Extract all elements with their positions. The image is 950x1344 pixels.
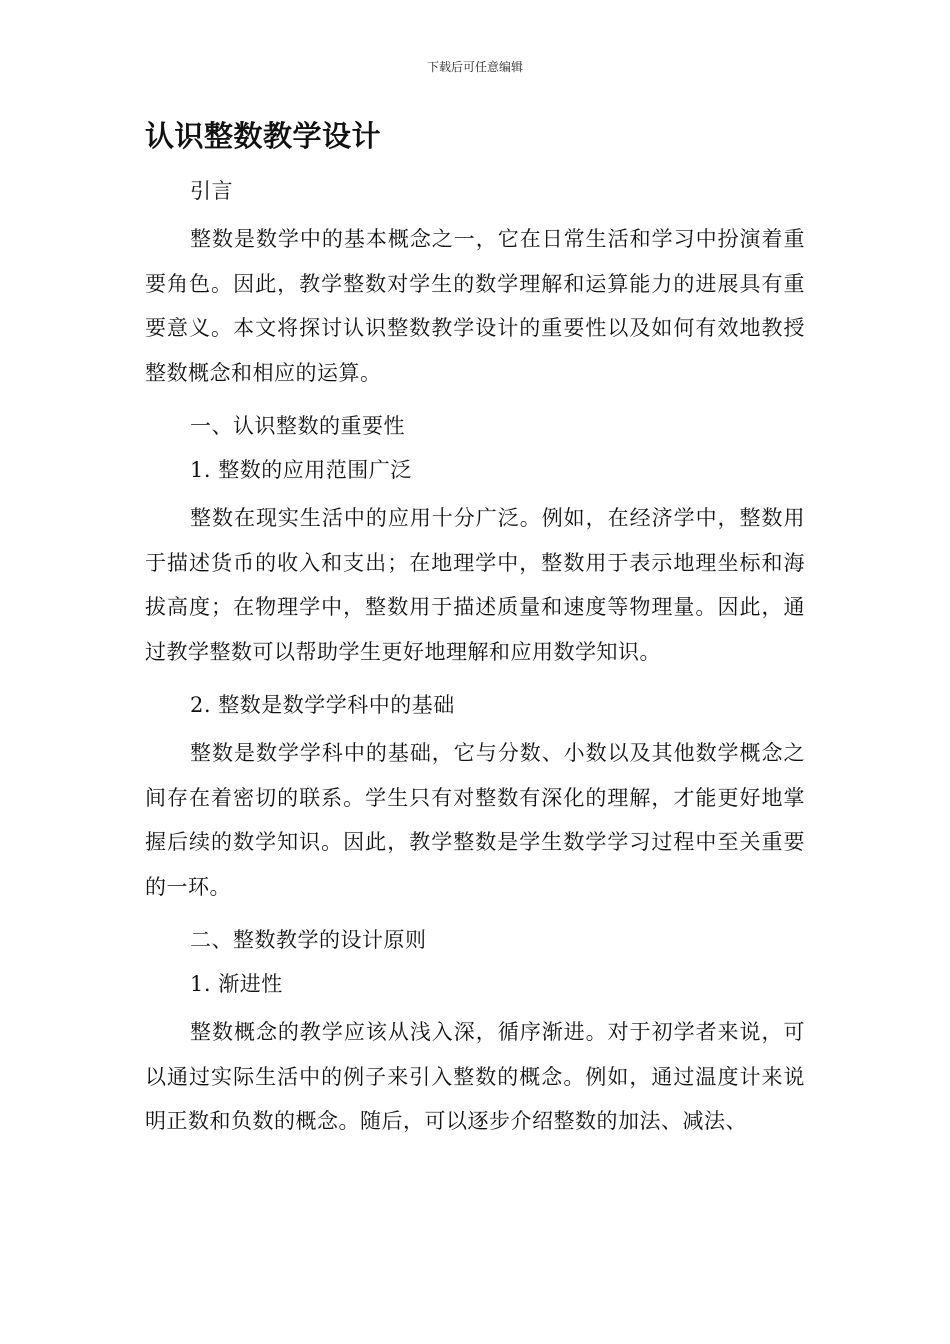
subheading-foundation: 2. 整数是数学学科中的基础: [190, 693, 455, 717]
subheading-progressive: 1. 渐进性: [190, 972, 283, 996]
subheading-application-range: 1. 整数的应用范围广泛: [190, 458, 412, 482]
section-heading-design-principles: 二、整数教学的设计原则: [190, 928, 427, 952]
section-heading-intro: 引言: [190, 179, 233, 203]
document-title: 认识整数教学设计: [145, 119, 382, 153]
paragraph-application-range: 整数在现实生活中的应用十分广泛。例如，在经济学中，整数用于描述货币的收入和支出；在地理学中，整数用于表示地理坐标和海拔高度；在物理学中，整数用于描述质量和速度等物理量。因此，通过教学整数可以帮助学生更好地理解和应用数学知识。: [145, 506, 805, 664]
paragraph-progressive: 整数概念的教学应该从浅入深，循序渐进。对于初学者来说，可以通过实际生活中的例子来引入整数的概念。例如，通过温度计来说明正数和负数的概念。随后，可以逐步介绍整数的加法、减法、: [145, 1020, 805, 1133]
document-body: [145, 112, 805, 1144]
paragraph-foundation: 整数是数学学科中的基础，它与分数、小数以及其他数学概念之间存在着密切的联系。学生只有对整数有深化的理解，才能更好地掌握后续的数学知识。因此，教学整数是学生数学学习过程中至关重要的一环。: [145, 741, 805, 899]
page-header-note: 下载后可任意编辑: [426, 60, 523, 74]
paragraph-intro: 整数是数学中的基本概念之一，它在日常生活和学习中扮演着重要角色。因此，教学整数对学生的数学理解和运算能力的进展具有重要意义。本文将探讨认识整数教学设计的重要性以及如何有效地教授整数概念和相应的运算。: [145, 227, 805, 385]
section-heading-importance: 一、认识整数的重要性: [190, 414, 405, 438]
